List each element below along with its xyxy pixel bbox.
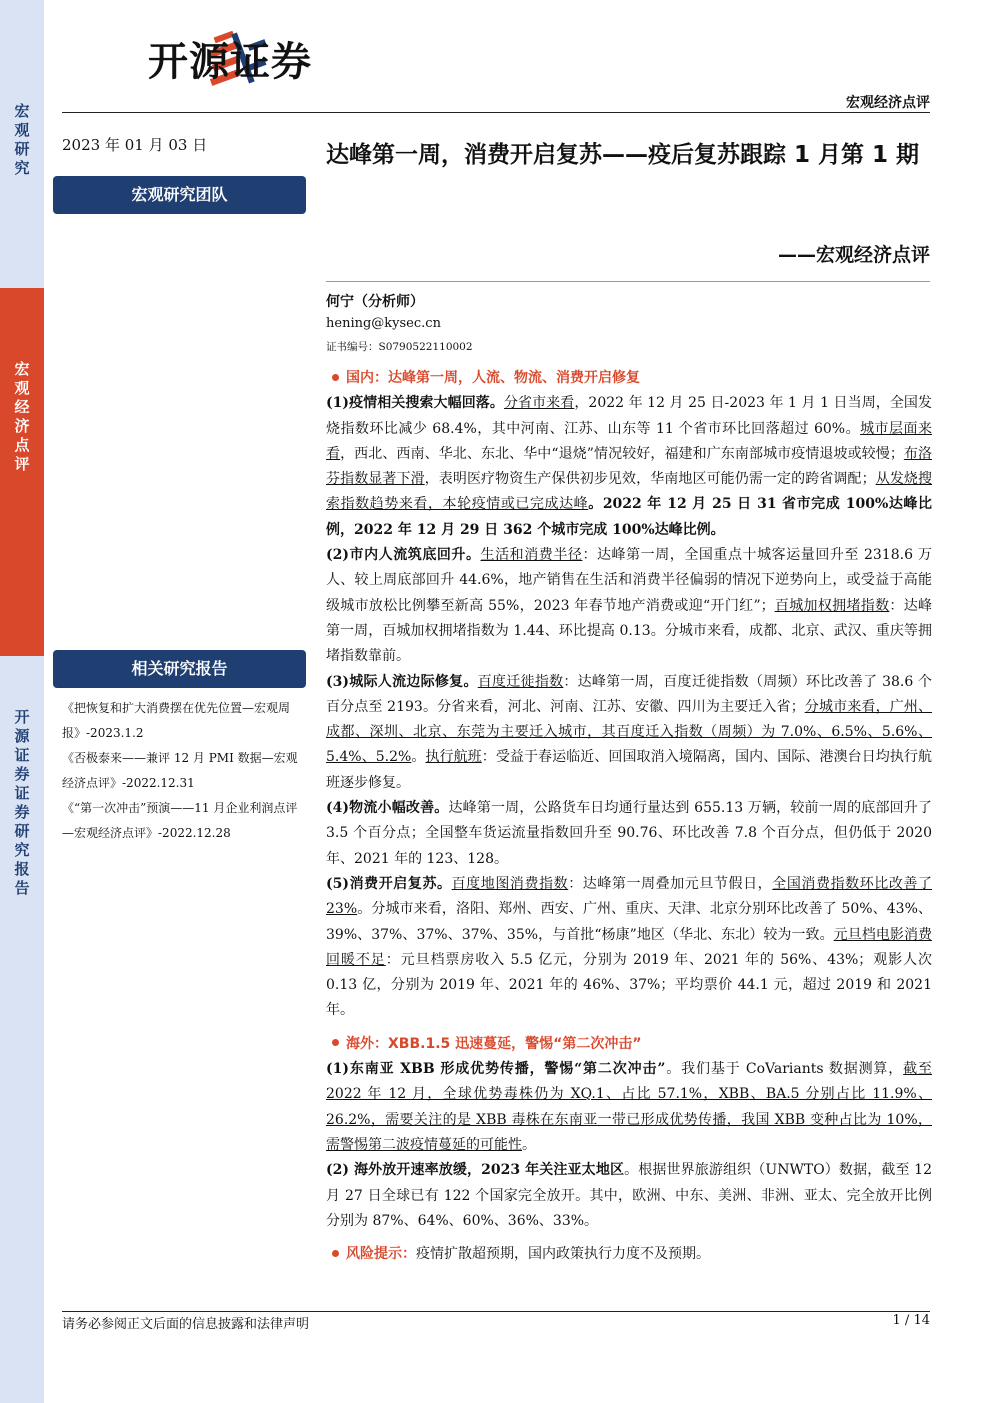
author-divider (326, 281, 930, 282)
bullet-dot-icon (332, 374, 339, 381)
page-subtitle: ——宏观经济点评 (777, 244, 930, 266)
author-email[interactable]: hening@kysec.cn (326, 316, 441, 331)
risk-warning: 风险提示：疫情扩散超预期，国内政策执行力度不及预期。 (326, 1242, 932, 1267)
footer-disclaimer: 请务必参阅正文后面的信息披露和法律声明 (62, 1317, 310, 1332)
sidebar-bottom-label: 开源证券 证券研究报告 (14, 708, 30, 897)
cert-number: 证书编号：S0790522110002 (326, 341, 473, 353)
sidebar-mid-label: 宏观经济点评 (14, 360, 30, 473)
author-name: 何宁（分析师） (326, 294, 424, 310)
paragraph-xbb: (1)东南亚 XBB 形成优势传播，警惕“第二次冲击”。我们基于 CoVariants 数据测算，截至 2022 年 12 月，全球优势毒株仍为 XQ.1、占比 57.1%，XBB、BA.5 分别占比 11.9%、26.2%，需要关注的是 XBB 毒株在东南亚一带已形成优势传播，我国 XBB 变种占比为 10%，需警惕第二波疫情蔓延的可能性。 (326, 1061, 933, 1153)
related-report-item[interactable]: 《否极泰来——兼评 12 月 PMI 数据—宏观经济点评》-2022.12.31 (62, 751, 298, 790)
page-number: 1 / 14 (892, 1313, 930, 1328)
report-date: 2023 年 01 月 03 日 (62, 136, 208, 154)
sidebar-top-label: 宏观研究 (14, 102, 30, 177)
related-reports-label: 相关研究报告 (53, 650, 306, 688)
paragraph-consumption: (5)消费开启复苏。百度地图消费指数：达峰第一周叠加元旦节假日，全国消费指数环比改善了 23%。分城市来看，洛阳、郑州、西安、广州、重庆、天津、北京分别环比改善了 50%、43%、39%、37%、37%、37%、35%，与首批“杨康”地区（华北、东北）较为一致。元旦档电影消费回暖不足：元旦档票房收入 5.5 亿元，分别为 2019 年、2021 年的 56%、43%；观影人次 0.13 亿，分别为 2019 年、2021 年的 46%、37%；平均票价 44.1 元，超过 2019 和 2021 年。 (326, 875, 933, 1019)
sidebar-mid-band (0, 288, 44, 656)
brand-name: 开源证券 (148, 39, 312, 85)
paragraph-intercity-flow: (3)城际人流边际修复。百度迁徙指数：达峰第一周，百度迁徙指数（周频）环比改善了 38.6 个百分点至 2193。分省来看，河北、河南、江苏、安徽、四川为主要迁入省；分城市来看，广州、成都、深圳、北京、东莞为主要迁入城市，其百度迁入指数（周频）为 7.0%、6.5%、5.6%、5.4%、5.2%。执行航班：受益于春运临近、回国取消入境隔离，国内、国际、港澳台日均执行航班逐步修复。 (326, 673, 933, 791)
paragraph-logistics: (4)物流小幅改善。达峰第一周，公路货车日均通行量达到 655.13 万辆，较前一周的底部回升了 3.5 个百分点；全国整车货运流量指数回升至 90.76、环比改善 7.8 个百分点，但仍低于 2020 年、2021 年的 123、128。 (326, 800, 932, 867)
header-divider (62, 112, 930, 113)
related-reports-list (62, 696, 306, 846)
sidebar-top-band (0, 0, 44, 288)
sidebar-bottom-band (0, 656, 44, 1403)
bullet-dot-icon (332, 1039, 339, 1046)
paragraph-city-flow: (2)市内人流筑底回升。生活和消费半径：达峰第一周，全国重点十城客运量回升至 2318.6 万人、较上周底部回升 44.6%，地产销售在生活和消费半径偏弱的情况下逆势向上，或受益于高能级城市放松比例攀至新高 55%，2023 年春节地产消费或迎“开门红”；百城加权拥堵指数：达峰第一周，百城加权拥堵指数为 1.44、环比提高 0.13。分城市来看，成都、北京、武汉、重庆等拥堵指数靠前。 (326, 547, 933, 665)
page-title: 达峰第一周，消费开启复苏——疫后复苏跟踪 1 月第 1 期 (326, 142, 920, 168)
related-report-item[interactable]: 《“第一次冲击”预演——11 月企业利润点评—宏观经济点评》-2022.12.28 (62, 801, 298, 840)
related-report-item[interactable]: 《把恢复和扩大消费摆在优先位置—宏观周报》-2023.1.2 (62, 701, 291, 740)
footer-divider (62, 1311, 930, 1312)
section-domestic-heading: 国内：达峰第一周，人流、物流、消费开启修复 (326, 366, 932, 391)
paragraph-search: (1)疫情相关搜索大幅回落。分省市来看，2022 年 12 月 25 日-2023 年 1 月 1 日当周，全国发烧指数环比减少 68.4%，其中河南、江苏、山东等 11 个省市环比回落超过 60%。城市层面来看，西北、西南、华北、东北、华中“退烧”情况较好，福建和广东南部城市疫情退坡或较慢；布洛芬指数显著下滑，表明医疗物资生产保供初步见效，华南地区可能仍需一定的跨省调配；从发烧搜索指数趋势来看，本轮疫情或已完成达峰。2022 年 12 月 25 日 31 省市完成 100%达峰比例，2022 年 12 月 29 日 362 个城市完成 100%达峰比例。 (326, 395, 933, 538)
section-overseas-heading: 海外：XBB.1.5 迅速蔓延，警惕“第二次冲击” (326, 1032, 932, 1057)
team-label: 宏观研究团队 (53, 176, 306, 214)
bullet-dot-icon (332, 1250, 339, 1257)
paragraph-reopening: (2) 海外放开速率放缓，2023 年关注亚太地区。根据世界旅游组织（UNWTO）数据，截至 12 月 27 日全球已有 122 个国家完全放开。其中，欧洲、中东、美洲、非洲、亚太、完全放开比例分别为 87%、64%、60%、36%、33%。 (326, 1162, 932, 1229)
report-type: 宏观经济点评 (846, 95, 930, 111)
main-content (326, 366, 932, 1267)
